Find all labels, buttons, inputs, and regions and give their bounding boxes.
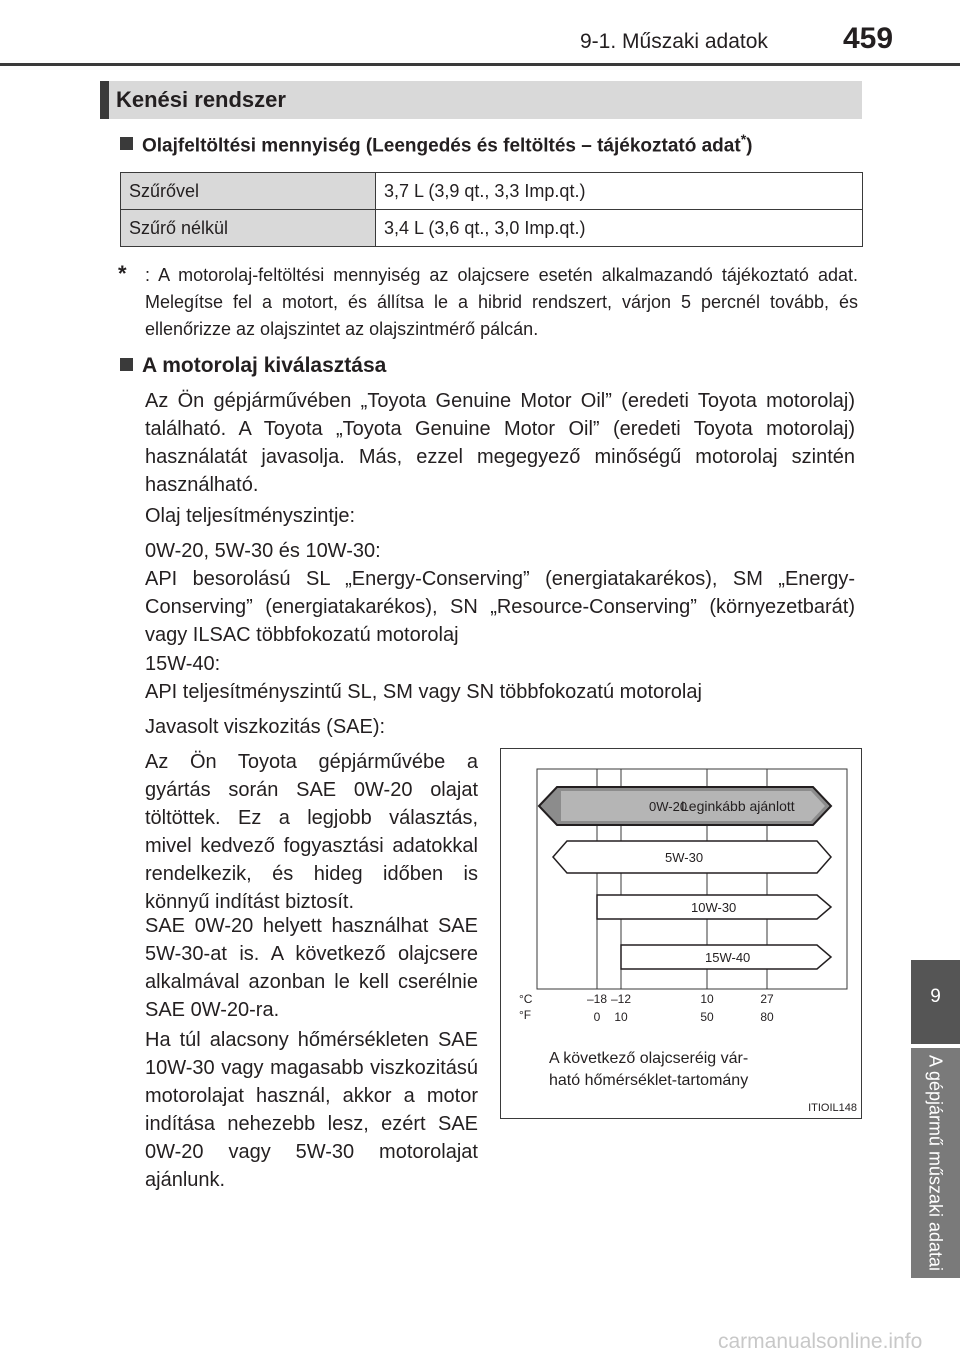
table-cell-value: 3,7 L (3,9 qt., 3,3 Imp.qt.) <box>376 173 863 210</box>
viscosity-paragraph-2: SAE 0W-20 helyett használhat SAE 5W-30-at is. A következő olajcsere alkalmával azonban le kell cserélnie SAE 0W-20-ra. <box>145 915 478 1021</box>
chapter-number-box <box>911 960 960 1044</box>
grade1-description: API besorolású SL „Energy-Conserving” (energiatakarékos), SM „Energy-Conserving” (energiatakarékos), SN „Resource-Conserving” (környezetbarát) vagy ILSAC többfokozatú motorolaj <box>145 568 855 646</box>
bar-0w20-note: Leginkább ajánlott <box>681 798 795 814</box>
celsius-tick: 10 <box>700 992 714 1006</box>
fahrenheit-tick: 80 <box>760 1010 774 1024</box>
square-bullet-icon <box>120 358 133 371</box>
capacity-footnote <box>118 262 858 343</box>
fahrenheit-label: °F <box>519 1008 532 1022</box>
celsius-tick: –18 <box>586 992 608 1006</box>
section-title-marker <box>100 81 109 119</box>
viscosity-paragraph-3: Ha túl alacsony hőmérsékleten SAE 10W-30 vagy magasabb viszkozitású motorolajat használ, akkor a motor indítása nehezebb lesz, ezért SAE 0W-20 vagy 5W-30 motorolajat ajánlunk. <box>145 1029 478 1191</box>
watermark: carmanualsonline.info <box>718 1330 923 1353</box>
celsius-tick: –12 <box>610 992 632 1006</box>
oil-capacity-heading: Olajfeltöltési mennyiség (Leengedés és feltöltés – tájékoztató adat*) <box>120 131 752 157</box>
fahrenheit-tick: 10 <box>614 1010 628 1024</box>
figure-caption-line-2: ható hőmérséklet-tartomány <box>549 1072 749 1089</box>
table-cell-label: Szűrővel <box>121 173 376 210</box>
page-number: 459 <box>843 22 894 55</box>
side-tab <box>911 960 960 1360</box>
bar-5w30-grade: 5W-30 <box>665 850 704 865</box>
section-title: Kenési rendszer <box>116 87 286 112</box>
celsius-label: °C <box>519 992 533 1006</box>
table-row <box>121 210 863 247</box>
grade1-name: 0W-20, 5W-30 és 10W-30: <box>145 540 381 562</box>
table-cell-value: 3,4 L (3,6 qt., 3,0 Imp.qt.) <box>376 210 863 247</box>
fahrenheit-tick: 50 <box>700 1010 714 1024</box>
chapter-label: A gépjármű műszaki adatai <box>925 1054 946 1272</box>
section-header: 9-1. Műszaki adatok <box>580 30 768 53</box>
figure-code: ITIOIL148 <box>808 1102 857 1114</box>
viscosity-label: Javasolt viszkozitás (SAE): <box>145 716 386 738</box>
square-bullet-icon <box>120 137 133 150</box>
table-row <box>121 173 863 210</box>
viscosity-paragraph-1: Az Ön Toyota gépjárművébe a gyártás során SAE 0W-20 olajat töltöttek. Ez a legjobb választás, mivel kedvező fogyasztási adatokkal rendelkezik, és hideg időben is könnyű indítást biztosít. <box>145 751 478 913</box>
section-title-bar <box>100 81 862 119</box>
viscosity-chart-figure <box>500 748 862 1119</box>
oil-selection-intro: Az Ön gépjárművében „Toyota Genuine Motor Oil” (eredeti Toyota motorolaj) található. A Toyota „Toyota Genuine Motor Oil” (eredeti Toyota motorolaj) használatát javasolja. Más, ezzel megegyező minőségű motorolaj szintén használható. <box>145 390 855 496</box>
bar-15w40-grade: 15W-40 <box>705 950 751 965</box>
grade2-name: 15W-40: <box>145 653 221 675</box>
grade-label: Olaj teljesítményszintje: <box>145 505 356 527</box>
footnote-mark: * <box>118 261 127 286</box>
oil-selection-heading: A motorolaj kiválasztása <box>120 354 386 378</box>
table-cell-label: Szűrő nélkül <box>121 210 376 247</box>
bar-0w20-grade: 0W-20 <box>649 799 688 814</box>
figure-caption-line-1: A következő olajcseréig vár- <box>549 1050 749 1067</box>
chapter-number: 9 <box>930 986 941 1007</box>
footnote-text: : A motorolaj-feltöltési mennyiség az olajcsere esetén alkalmazandó tájékoztató adat. Melegítse fel a motort, és állítsa le a hibrid rendszert, várjon 5 percnél tovább, és ellenőrizze az olajszintet az olajszintmérő pálcán. <box>145 265 858 339</box>
fahrenheit-tick: 0 <box>593 1010 601 1024</box>
header-rule <box>0 63 960 66</box>
chapter-label-box <box>911 1048 960 1278</box>
viscosity-chart-svg <box>501 749 863 1120</box>
celsius-tick: 27 <box>760 992 774 1006</box>
oil-capacity-table <box>120 172 863 247</box>
bar-10w30-grade: 10W-30 <box>691 900 737 915</box>
grade2-description: API teljesítményszintű SL, SM vagy SN többfokozatú motorolaj <box>145 681 702 703</box>
